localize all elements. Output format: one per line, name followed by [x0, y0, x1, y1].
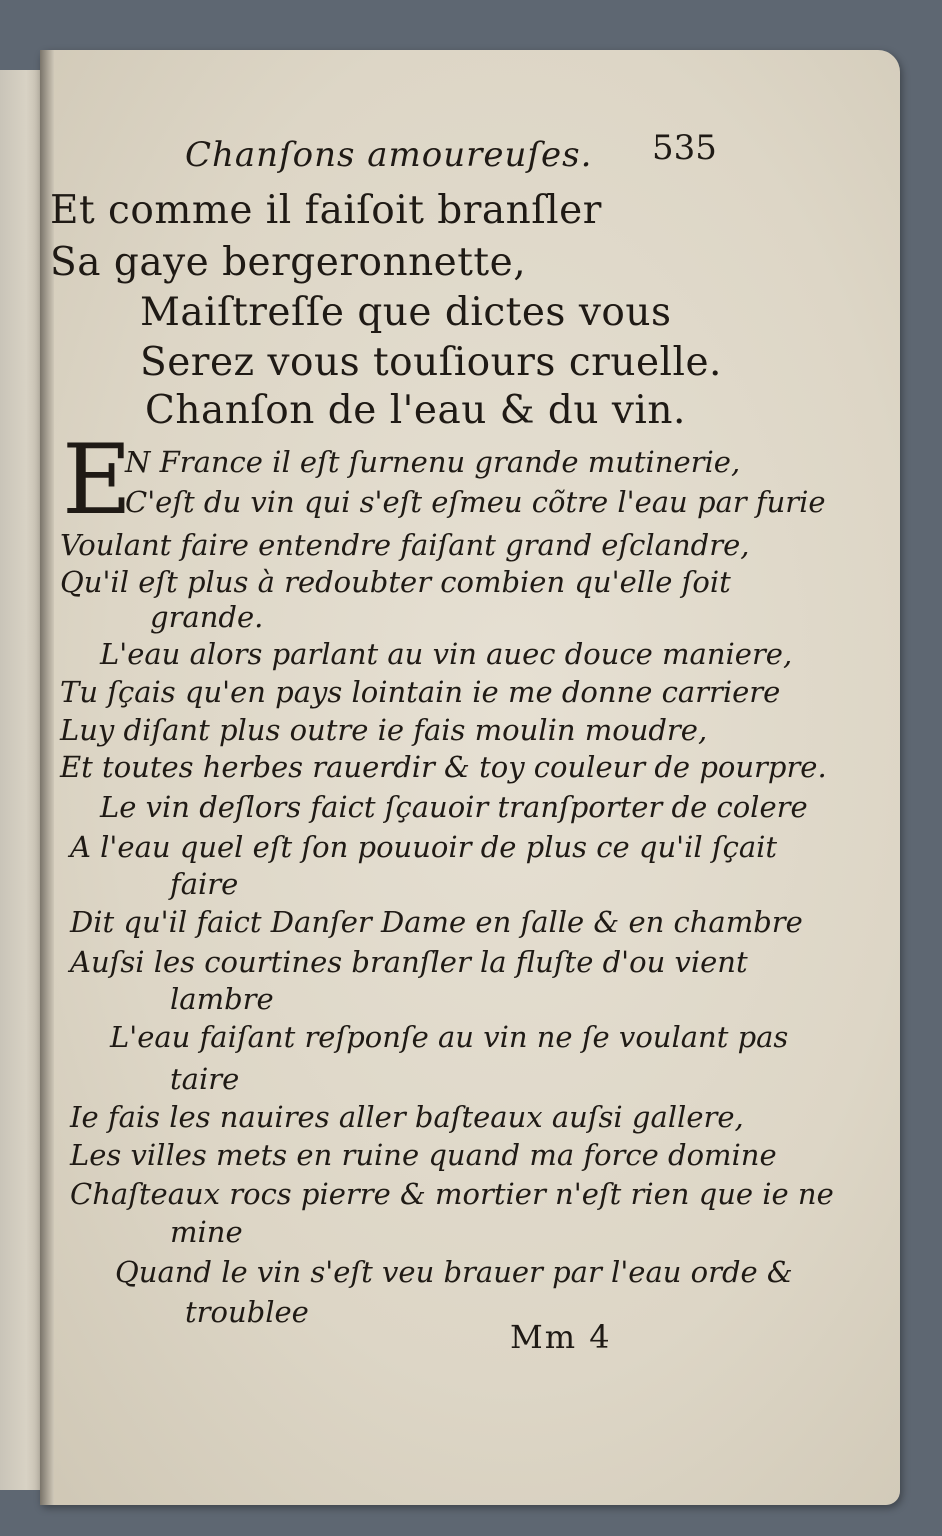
- song-line: A l'eau quel eſt ſon pouuoir de plus ce qu'il ſçait: [70, 830, 778, 864]
- song-line: Voulant faire entendre faiſant grand eſclandre,: [60, 528, 750, 562]
- signature-mark: Mm 4: [510, 1318, 612, 1356]
- song-line: mine: [170, 1215, 243, 1249]
- verse-line: Serez vous touſiours cruelle.: [140, 340, 722, 385]
- song-line: lambre: [170, 982, 274, 1016]
- song-line: Qu'il eſt plus à redoubter combien qu'elle ſoit: [60, 565, 731, 599]
- song-line: L'eau alors parlant au vin auec douce maniere,: [100, 637, 793, 671]
- song-line: taire: [170, 1062, 240, 1096]
- song-line: Quand le vin s'eſt veu brauer par l'eau orde &: [115, 1255, 793, 1289]
- song-line: N France il eſt ſurnenu grande mutinerie,: [125, 445, 741, 479]
- song-line: faire: [170, 867, 239, 901]
- song-line: Le vin deſlors faict ſçauoir tranſporter de colere: [100, 790, 808, 824]
- verse-line: Et comme il faiſoit branſler: [50, 188, 602, 233]
- song-line: C'eſt du vin qui s'eſt eſmeu cõtre l'eau par furie: [125, 485, 826, 519]
- verse-line: Sa gaye bergeronnette,: [50, 240, 527, 285]
- verse-line: Maiſtreſſe que dictes vous: [140, 290, 672, 335]
- song-title: Chanſon de l'eau & du vin.: [145, 388, 686, 433]
- drop-cap: E: [62, 424, 133, 536]
- running-title: Chanſons amoureuſes.: [185, 135, 593, 175]
- song-line: Ie fais les nauires aller baſteaux auſsi gallere,: [70, 1100, 744, 1134]
- song-line: Dit qu'il faict Danſer Dame en ſalle & en chambre: [70, 905, 803, 939]
- page-number: 535: [652, 128, 717, 168]
- song-line: Auſsi les courtines branſler la fluſte d'ou vient: [70, 945, 748, 979]
- song-line: grande.: [150, 600, 264, 634]
- song-line: Luy diſant plus outre ie fais moulin moudre,: [60, 713, 708, 747]
- song-line: Tu ſçais qu'en pays lointain ie me donne carriere: [60, 675, 781, 709]
- song-line: Les villes mets en ruine quand ma force domine: [70, 1138, 777, 1172]
- song-line: L'eau faiſant reſponſe au vin ne ſe voulant pas: [110, 1020, 789, 1054]
- song-line: troublee: [185, 1295, 309, 1329]
- song-line: Et toutes herbes rauerdir & toy couleur de pourpre.: [60, 750, 827, 784]
- song-line: Chaſteaux rocs pierre & mortier n'eſt rien que ie ne: [70, 1177, 834, 1211]
